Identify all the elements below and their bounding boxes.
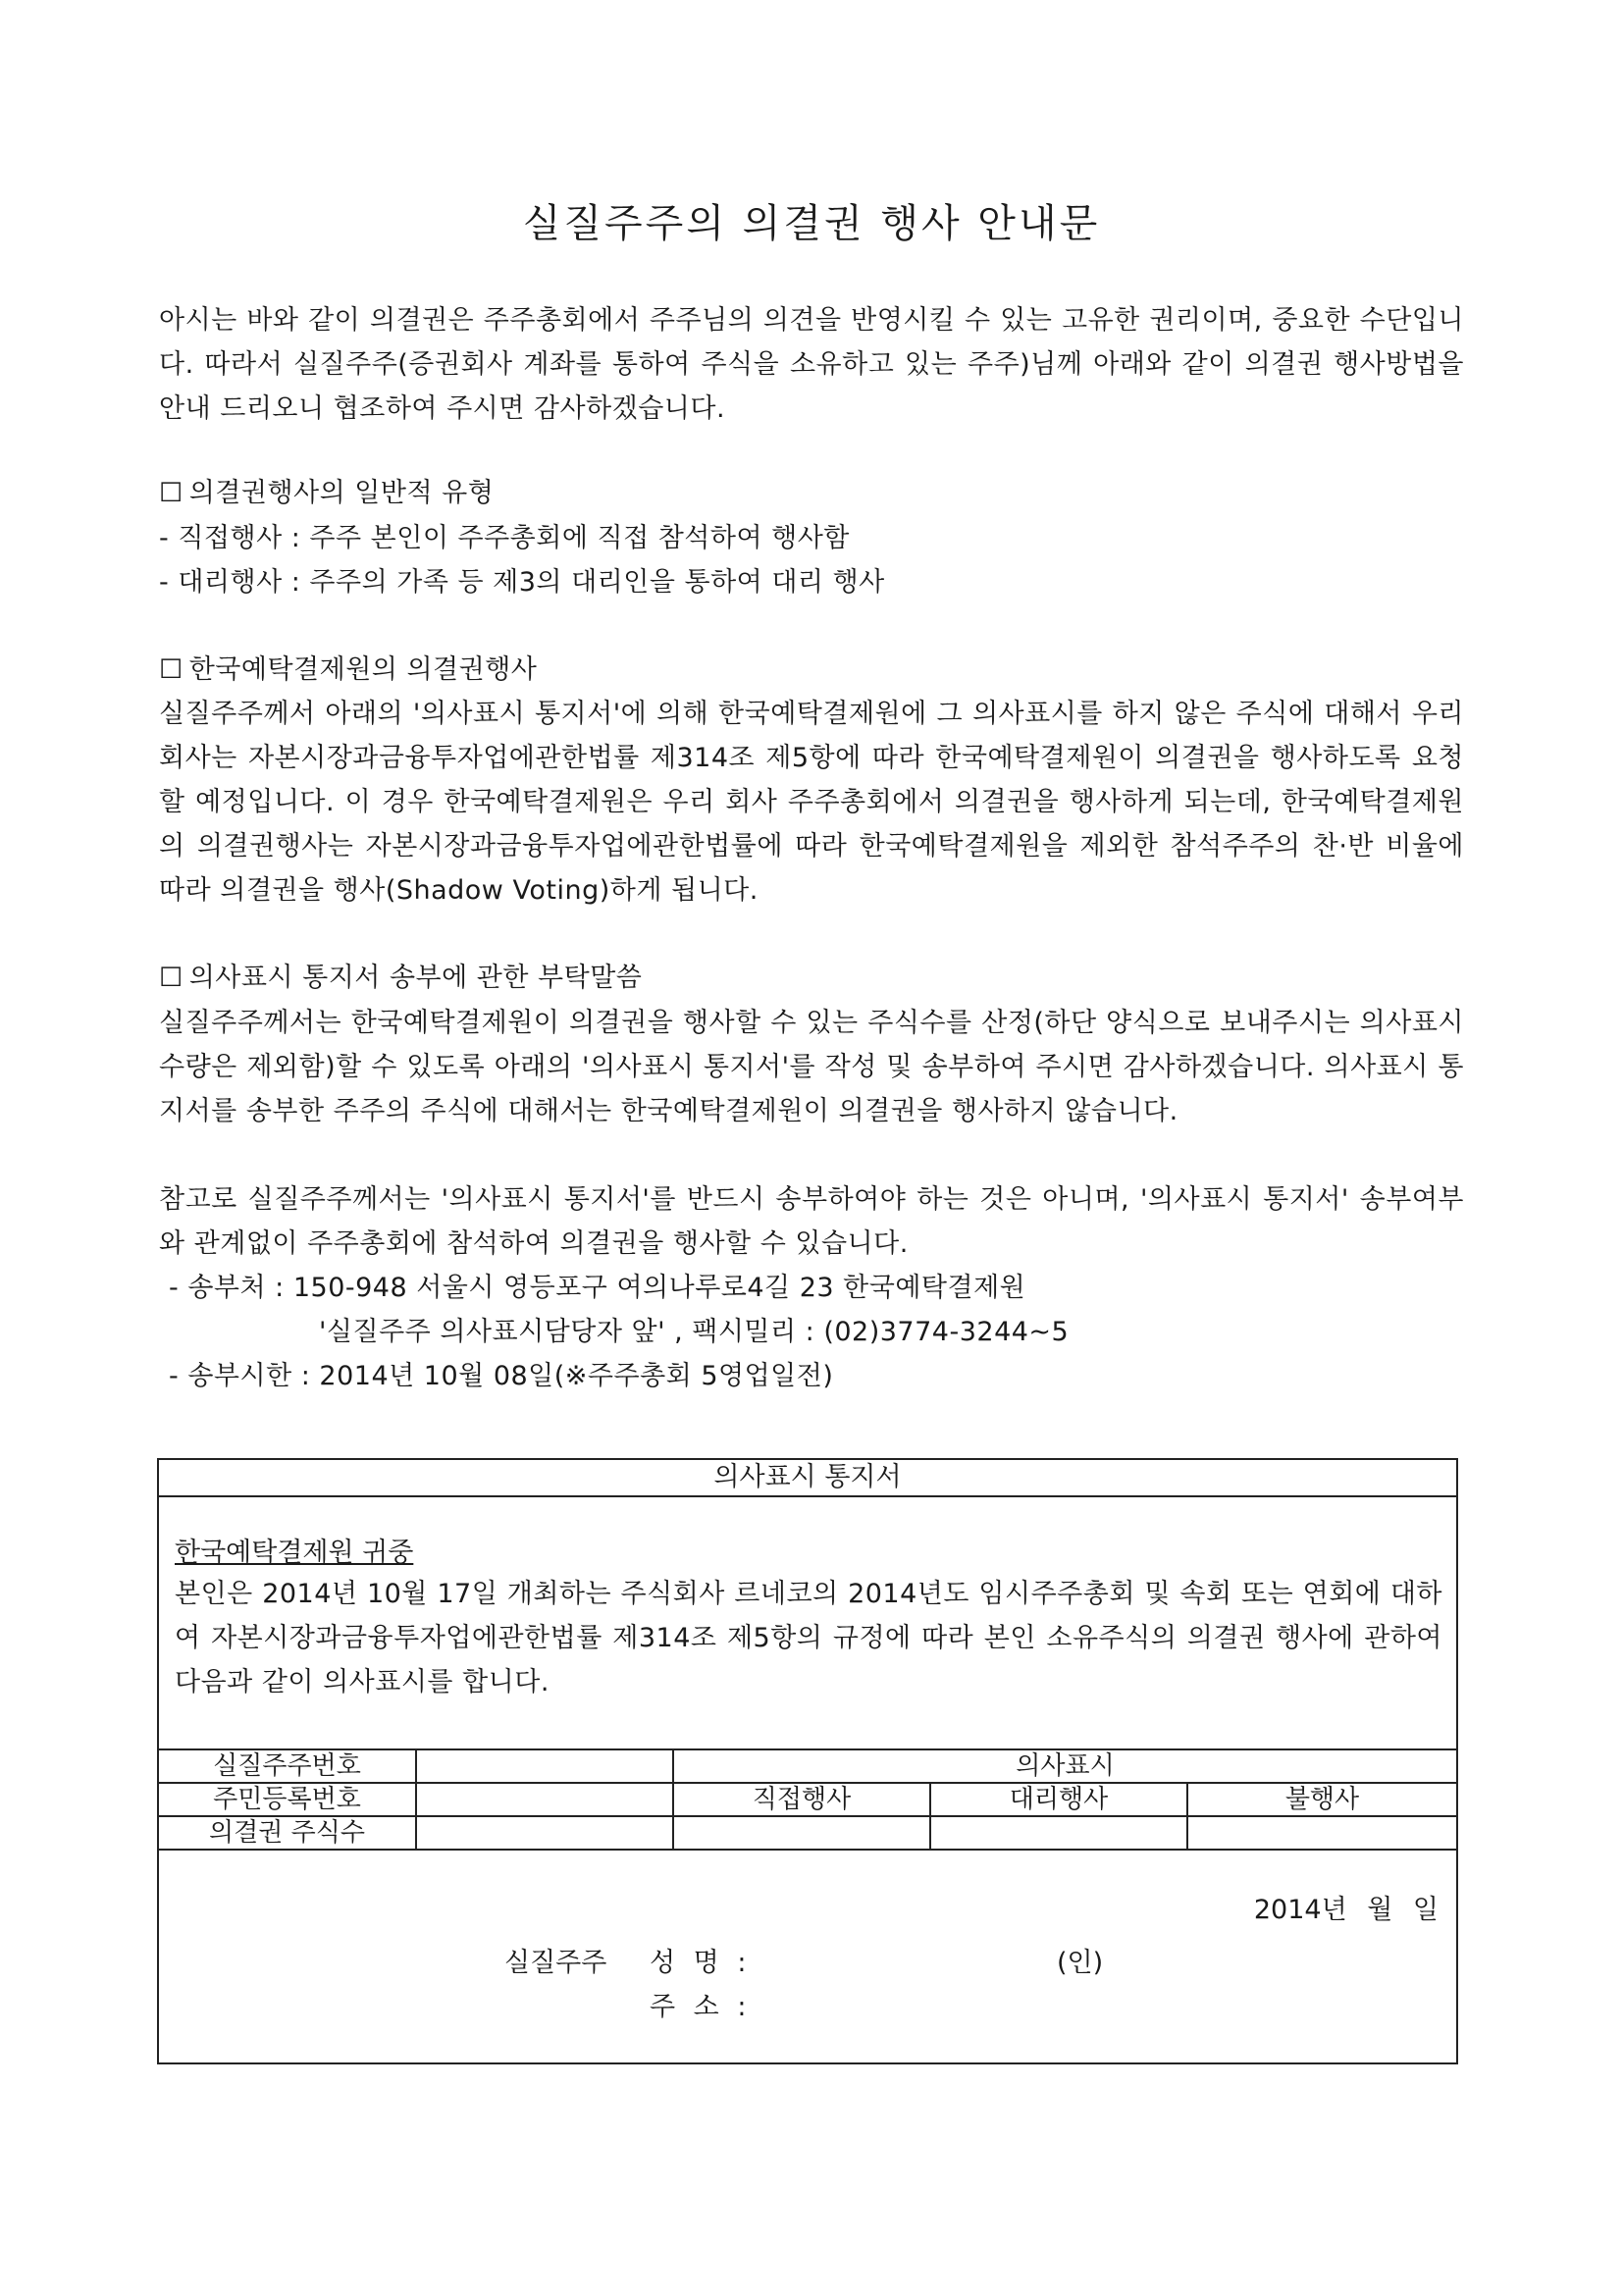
row-label-holder-number: 실질주주번호 xyxy=(159,1749,416,1783)
intro-paragraph: 아시는 바와 같이 의결권은 주주총회에서 주주님의 의견을 반영시킬 수 있는 고유한 권리이며, 중요한 수단입니다. 따라서 실질주주(증권회사 계좌를 통하여 주식을 소유하고 있는 주주)님께 아래와 같이 의결권 행사방법을 안내 드리오니 협조하여 주시면 감사하겠습니다. xyxy=(159,305,1464,424)
option-proxy: 대리행사 xyxy=(930,1783,1187,1816)
intent-header: 의사표시 xyxy=(673,1749,1456,1783)
resident-number-field[interactable] xyxy=(416,1783,673,1816)
seal-mark: (인) xyxy=(1057,1948,1104,1978)
address-label: 주 소 : xyxy=(650,1992,747,2022)
section-request-heading xyxy=(159,956,642,1000)
option-direct: 직접행사 xyxy=(673,1783,930,1816)
form-header: 의사표시 통지서 xyxy=(159,1460,1456,1497)
section-heading-text: 의사표시 통지서 송부에 관한 부탁말씀 xyxy=(188,963,643,993)
list-item-proxy: - 대리행사 : 주주의 가족 등 제3의 대리인을 통하여 대리 행사 xyxy=(159,567,885,598)
checkbox-icon: ☐ xyxy=(159,478,183,508)
row-label-resident-number: 주민등록번호 xyxy=(159,1783,416,1816)
form-addressee: 한국예탁결제원 귀중 xyxy=(175,1538,414,1568)
section-general-types-heading xyxy=(159,471,494,515)
send-deadline: - 송부시한 : 2014년 10월 08일(※주주총회 5영업일전) xyxy=(169,1361,834,1391)
vote-table xyxy=(159,1748,1456,1851)
table-row xyxy=(159,1783,1456,1816)
table-row xyxy=(159,1816,1456,1850)
section-heading-text: 의결권행사의 일반적 유형 xyxy=(188,478,495,508)
checkbox-icon: ☐ xyxy=(159,654,183,685)
section-request-body-1: 실질주주께서는 한국예탁결제원이 의결권을 행사할 수 있는 주식수를 산정(하단 양식으로 보내주시는 의사표시 수량은 제외함)할 수 있도록 아래의 '의사표시 통지서'를 작성 및 송부하여 주시면 감사하겠습니다. 의사표시 통지서를 송부한 주주의 주식에 대해서는 한국예탁결제원이 의결권을 행사하지 않습니다. xyxy=(159,1008,1464,1126)
signature-label: 실질주주 xyxy=(504,1948,607,1978)
section-ksd-voting-body: 실질주주께서 아래의 '의사표시 통지서'에 의해 한국예탁결제원에 그 의사표시를 하지 않은 주식에 대해서 우리회사는 자본시장과금융투자업에관한법률 제314조 제5항에 따라 한국예탁결제원이 의결권을 행사하도록 요청할 예정입니다. 이 경우 한국예탁결제원은 우리 회사 주주총회에서 의결권을 행사하게 되는데, 한국예탁결제원의 의결권행사는 자본시장과금융투자업에관한법률에 따라 한국예탁결제원을 제외한 참석주주의 찬·반 비율에 따라 의결권을 행사(Shadow Voting)하게 됩니다. xyxy=(159,699,1464,906)
direct-count-field[interactable] xyxy=(673,1816,930,1850)
abstain-count-field[interactable] xyxy=(1187,1816,1456,1850)
document-title: 실질주주의 의결권 행사 안내문 xyxy=(522,201,1101,246)
option-abstain: 불행사 xyxy=(1187,1783,1456,1816)
proxy-count-field[interactable] xyxy=(930,1816,1187,1850)
send-to-fax: '실질주주 의사표시담당자 앞' , 팩시밀리 : (02)3774-3244~5 xyxy=(319,1317,1070,1347)
holder-number-field[interactable] xyxy=(416,1749,673,1783)
share-count-field[interactable] xyxy=(416,1816,673,1850)
form-statement: 본인은 2014년 10월 17일 개최하는 주식회사 르네코의 2014년도 임시주주총회 및 속회 또는 연회에 대하여 자본시장과금융투자업에관한법률 제314조 제5항의 규정에 따라 본인 소유주식의 의결권 행사에 관하여 다음과 같이 의사표시를 합니다. xyxy=(175,1579,1442,1697)
section-request-body-2: 참고로 실질주주께서는 '의사표시 통지서'를 반드시 송부하여야 하는 것은 아니며, '의사표시 통지서' 송부여부와 관계없이 주주총회에 참석하여 의결권을 행사할 수 있습니다. xyxy=(159,1184,1464,1259)
section-heading-text: 한국예탁결제원의 의결권행사 xyxy=(188,654,538,685)
list-item-direct: - 직접행사 : 주주 본인이 주주총회에 직접 참석하여 행사함 xyxy=(159,523,850,553)
form-date: 2014년 월 일 xyxy=(1253,1895,1439,1925)
section-ksd-voting-heading xyxy=(159,648,537,692)
checkbox-icon: ☐ xyxy=(159,963,183,993)
send-to-address: - 송부처 : 150-948 서울시 영등포구 여의나루로4길 23 한국예탁결제원 xyxy=(169,1273,1026,1303)
table-row xyxy=(159,1749,1456,1783)
name-label: 성 명 : xyxy=(650,1948,747,1978)
row-label-share-count: 의결권 주식수 xyxy=(159,1816,416,1850)
notice-form xyxy=(157,1458,1458,2064)
